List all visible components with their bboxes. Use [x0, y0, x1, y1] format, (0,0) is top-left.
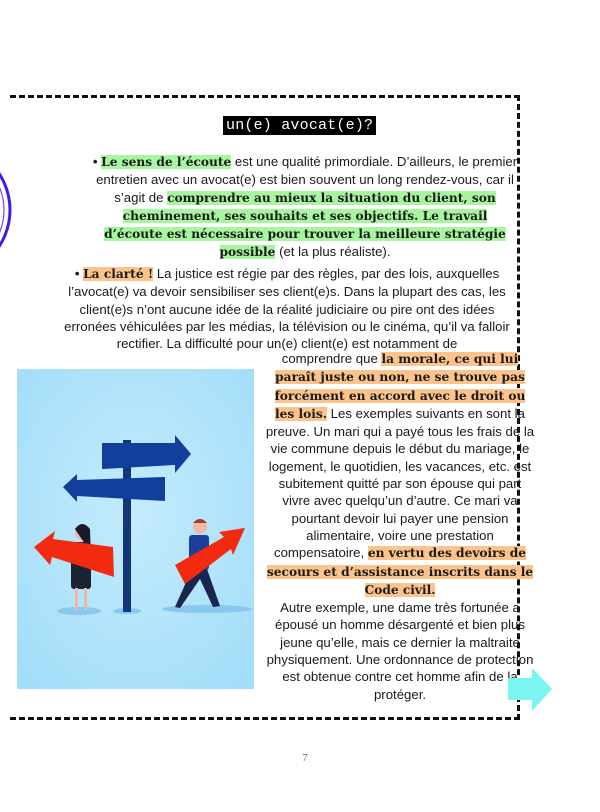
- paragraph-listening: [92, 153, 518, 262]
- paragraph-text: Les exemples suivants en sont la preuve. Un mari qui a payé tous les frais de la vie commune depuis le début du mariage, le logement, le quotidien, les vacances, etc. est subitement quitté par son épouse qui part vivre avec quelqu’un d’autre. Ce mari va pourtant devoir lui payer une pension alimentaire, voire une prestation compensatoire,: [265, 405, 535, 561]
- dashed-frame-top: [10, 95, 520, 98]
- paragraph-text: La justice est régie par des règles, par des lois, auxquelles l’avocat(e) va devoir sensibiliser ses client(e)s. Dans la plupart des cas, les client(e)s n’ont aucune idée de la réalité judiciaire ou pire ont des idées erronées véhiculées par les médias, la télévision ou le cinéma, qu’il va falloir rectifier. La difficulté pour un(e) client(e) est notamment de: [64, 266, 510, 352]
- highlight-understanding: comprendre au mieux la situation du client, son cheminement, ses souhaits et ses objectifs. Le travail d’écoute est nécessaire pour trouver la meilleure stratégie possible: [104, 190, 506, 260]
- highlight-civil-code: en vertu des devoirs de secours et d’assistance inscrits dans le Code civil.: [266, 546, 534, 597]
- highlight-clarity: La clarté !: [83, 267, 154, 281]
- paragraph-clarity: [58, 265, 516, 352]
- page-number: 7: [302, 752, 308, 764]
- paragraph-text: est une qualité primordiale. D’ailleurs, le premier entretien avec un avocat(e) est bien souvent un long rendez-vous, car il s’agit de: [96, 154, 518, 205]
- paragraph-examples: [265, 350, 535, 703]
- arrow-right-icon[interactable]: [508, 668, 552, 711]
- dashed-frame-bottom: [10, 717, 520, 720]
- highlight-morality: la morale, ce qui lui paraît juste ou non, ne se trouve pas forcément en accord avec le droit ou les lois.: [274, 352, 526, 421]
- paragraph-text: comprendre que: [281, 351, 382, 366]
- seal-emblem-icon: [0, 140, 12, 280]
- highlight-listening: Le sens de l’écoute: [101, 155, 232, 169]
- crossroads-signpost-illustration: [17, 369, 254, 689]
- paragraph-text: Autre exemple, une dame très fortunée a épousé un homme désargenté et bien plus jeune qu’elle, mais ce dernier la maltraite physiquement. Une ordonnance de protection est obtenue contre cet homme afin de la protéger.: [266, 600, 534, 702]
- bullet: •: [74, 266, 80, 281]
- paragraph-text: (et la plus réaliste).: [275, 244, 391, 260]
- section-heading: un(e) avocat(e)?: [223, 116, 376, 135]
- bullet: •: [92, 154, 98, 169]
